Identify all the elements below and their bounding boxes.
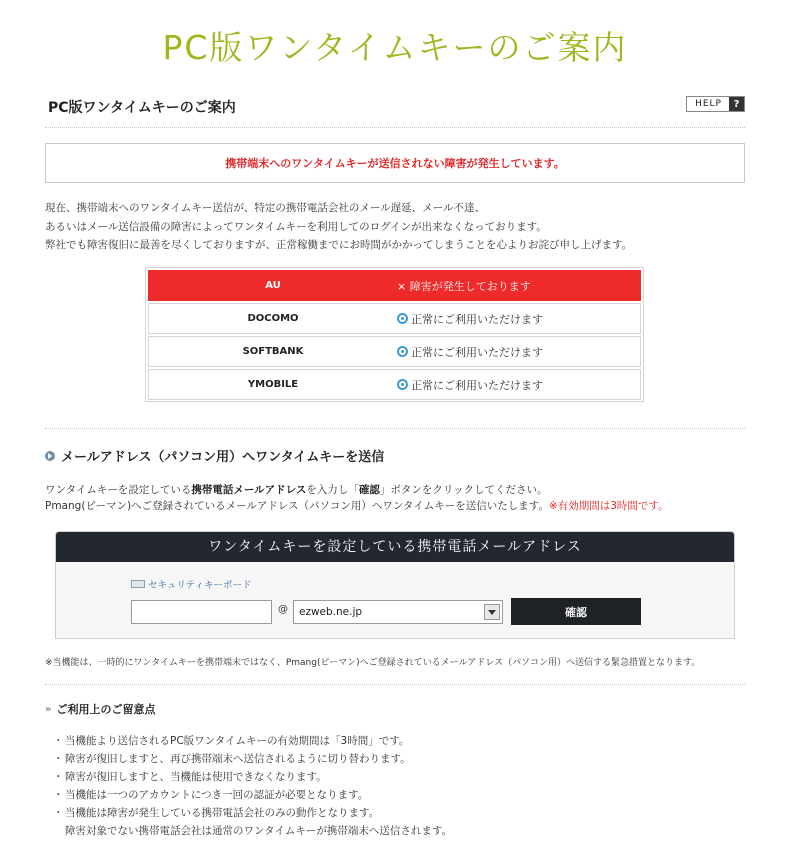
- send-section-title: メールアドレス（パソコン用）へワンタイムキーを送信: [61, 450, 385, 465]
- page-title: PC版ワンタイムキーのご案内: [162, 28, 628, 67]
- form-header: ワンタイムキーを設定している携帯電話メールアドレス: [56, 532, 734, 562]
- ok-icon: [397, 346, 408, 357]
- domain-selected: ezweb.ne.jp: [299, 606, 363, 618]
- security-keyboard-link[interactable]: [131, 577, 252, 591]
- at-sign: @: [278, 604, 288, 615]
- email-local-input[interactable]: [131, 600, 272, 624]
- carrier-name: YMOBILE: [247, 379, 299, 390]
- security-keyboard-label: セキュリティキーボード: [148, 580, 252, 591]
- carrier-row-ymobile: [148, 369, 641, 400]
- carrier-row-softbank: [148, 336, 641, 367]
- alert-text: 携帯端末へのワンタイムキーが送信されない障害が発生しています。: [225, 157, 565, 170]
- carrier-status: [397, 311, 543, 327]
- confirm-button[interactable]: 確認: [511, 598, 641, 625]
- caution-item: ・ 当機能は一つのアカウントにつき一回の認証が必要となります。: [53, 786, 452, 804]
- desc-line-2: [45, 498, 745, 514]
- ok-icon: [397, 313, 408, 324]
- caution-item: ・ 障害が復旧しますと、当機能は使用できなくなります。: [53, 768, 452, 786]
- arrow-circle-icon: [45, 451, 55, 461]
- carrier-status-table: [145, 267, 644, 402]
- send-section-heading: [45, 446, 384, 465]
- carrier-name: AU: [265, 280, 281, 291]
- chevron-down-icon[interactable]: [484, 604, 500, 620]
- divider: [45, 428, 745, 429]
- intro-line: 弊社でも障害復旧に最善を尽くしておりますが、正常稼働までにお時間がかかってしまうことを心よりお詫び申し上げます。: [45, 239, 633, 251]
- caution-item: ・ 当機能は障害が発生している携帯電話会社のみの動作となります。: [53, 804, 452, 822]
- divider: [45, 684, 745, 685]
- email-form-panel: [55, 531, 735, 639]
- ok-icon: [397, 379, 408, 390]
- intro-line: 現在、携帯端末へのワンタイムキー送信が、特定の携帯電話会社のメール遅延、メール不達、: [45, 202, 485, 214]
- desc-bold: 携帯電話メールアドレス: [191, 484, 307, 496]
- carrier-name: SOFTBANK: [242, 346, 304, 357]
- carrier-row-au: [148, 270, 641, 301]
- note-text: ※当機能は、一時的にワンタイムキーを携帯端末ではなく、Pmang(ピーマン)へご登録されているメールアドレス（パソコン用）へ送信する緊急措置となります。: [45, 658, 701, 668]
- desc-text: を入力し「: [306, 484, 359, 496]
- caution-list: [53, 732, 452, 840]
- domain-select[interactable]: [293, 600, 503, 624]
- keyboard-icon: [131, 580, 145, 588]
- desc-line-1: [45, 482, 745, 498]
- carrier-status: [397, 278, 531, 294]
- intro-text: [45, 199, 745, 255]
- status-text: 正常にご利用いただけます: [411, 312, 543, 326]
- caution-item: ・ 当機能より送信されるPC版ワンタイムキーの有効期間は「3時間」です。: [53, 732, 452, 750]
- validity-note: ※有効期間は3時間です。: [548, 500, 669, 512]
- double-chevron-icon: »: [45, 703, 52, 715]
- desc-text: 」ボタンをクリックしてください。: [379, 484, 548, 496]
- help-button[interactable]: [686, 96, 745, 112]
- caution-title: ご利用上のご留意点: [56, 703, 156, 716]
- intro-line: あるいはメール送信設備の障害によってワンタイムキーを利用してのログインが出来なくなっております。: [45, 220, 547, 233]
- caution-heading: [45, 701, 155, 717]
- status-text: × 障害が発生しております: [397, 279, 531, 293]
- carrier-status: [397, 344, 543, 360]
- status-text: 正常にご利用いただけます: [411, 378, 543, 392]
- sub-title: PC版ワンタイムキーのご案内: [48, 100, 236, 116]
- desc-text: ワンタイムキーを設定している: [45, 484, 192, 496]
- sub-header: [45, 94, 745, 128]
- carrier-status: [397, 377, 543, 393]
- alert-box: [45, 143, 745, 183]
- status-text: 正常にご利用いただけます: [411, 345, 543, 359]
- desc-text: Pmang(ピーマン)へご登録されているメールアドレス（パソコン用）へワンタイムキーを送信いたします。: [45, 500, 549, 512]
- desc-bold: 確認: [358, 484, 380, 496]
- carrier-name: DOCOMO: [247, 313, 299, 324]
- caution-item: ・ 障害が復旧しますと、再び携帯端末へ送信されるように切り替わります。: [53, 750, 452, 768]
- help-label: HELP: [695, 99, 722, 109]
- caution-continuation: 障害対象でない携帯電話会社は通常のワンタイムキーが携帯端末へ送信されます。: [65, 825, 453, 837]
- question-icon: ?: [729, 97, 744, 111]
- send-description: [45, 482, 745, 514]
- carrier-row-docomo: [148, 303, 641, 334]
